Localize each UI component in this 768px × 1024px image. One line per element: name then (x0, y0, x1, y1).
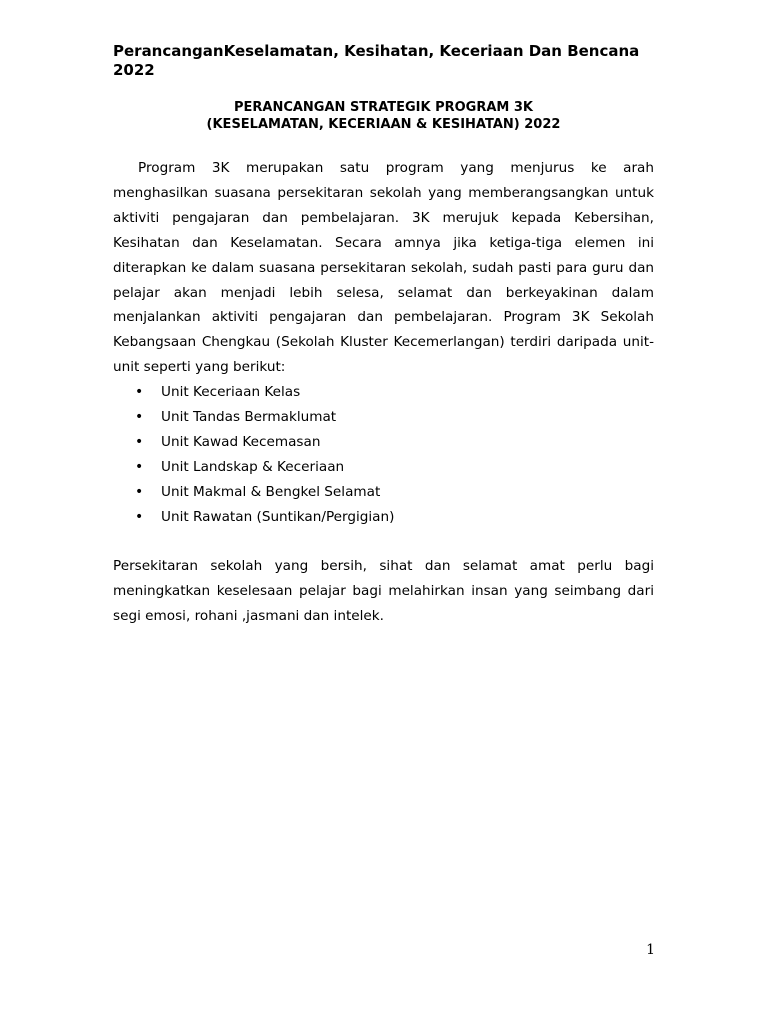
paragraph-line: Kebangsaan Chengkau (Sekolah Kluster Kecemerlangan) terdiri daripada (113, 334, 618, 351)
document-header (113, 42, 654, 80)
bullet-icon: • (135, 483, 144, 500)
unit-label: Unit Landskap & Keceriaan (161, 458, 345, 475)
header-line-1: PerancanganKeselamatan, Kesihatan, Keceriaan Dan Bencana (113, 42, 640, 60)
paragraph-line: Persekitaran sekolah yang bersih, sihat dan selamat amat perlu bagi (113, 558, 654, 575)
unit-label: Unit Tandas Bermaklumat (161, 409, 337, 426)
bullet-icon: • (135, 508, 144, 525)
paragraph-line: diterapkan ke dalam suasana persekitaran sekolah, sudah pasti para guru (113, 259, 624, 276)
unit-label: Unit Keceriaan Kelas (161, 384, 301, 401)
bullet-icon: • (135, 458, 144, 475)
paragraph-line: Program 3K merupakan satu program yang menjurus ke arah (138, 160, 654, 176)
unit-label: Unit Makmal & Bengkel Selamat (161, 483, 381, 500)
intro-paragraph (113, 156, 654, 380)
title-line-1: PERANCANGAN STRATEGIK PROGRAM 3K (233, 100, 534, 115)
paragraph-line: segi emosi, rohani ,jasmani dan intelek. (113, 608, 384, 625)
list-item (113, 505, 654, 530)
paragraph-line: Kesihatan dan Keselamatan. Secara amnya jika ketiga-tiga elemen ini (113, 234, 654, 251)
paragraph-line: meningkatkan keselesaan pelajar bagi melahirkan insan yang seimbang dari (113, 583, 654, 600)
bullet-icon: • (135, 384, 144, 401)
list-item (113, 455, 654, 480)
paragraph-line: aktiviti pengajaran dan pembelajaran. 3K merujuk kepada Kebersihan, (113, 209, 654, 226)
paragraph-line: menjalankan aktiviti pengajaran dan pembelajaran. Program 3K Sekolah (113, 309, 654, 326)
unit-label: Unit Rawatan (Suntikan/Pergigian) (161, 508, 395, 525)
list-item (113, 405, 654, 430)
bullet-icon: • (135, 409, 144, 426)
list-item (113, 380, 654, 405)
document-page (113, 42, 654, 629)
list-item (113, 430, 654, 455)
paragraph-line: unit-unit seperti yang berikut: (113, 334, 654, 376)
paragraph-line: menghasilkan suasana persekitaran sekolah yang memberangsangkan untuk (113, 184, 654, 201)
closing-paragraph (113, 554, 654, 629)
header-line-2: 2022 (113, 61, 155, 79)
page-number: 1 (646, 942, 655, 958)
unit-list (113, 380, 654, 529)
list-item (113, 480, 654, 505)
unit-label: Unit Kawad Kecemasan (161, 433, 321, 450)
bullet-icon: • (135, 433, 144, 450)
title-line-2: (KESELAMATAN, KECERIAAN & KESIHATAN) 2022 (206, 117, 561, 132)
paragraph-line: dan pelajar akan menjadi lebih selesa, selamat dan berkeyakinan dalam (113, 259, 655, 301)
document-title (113, 99, 654, 133)
